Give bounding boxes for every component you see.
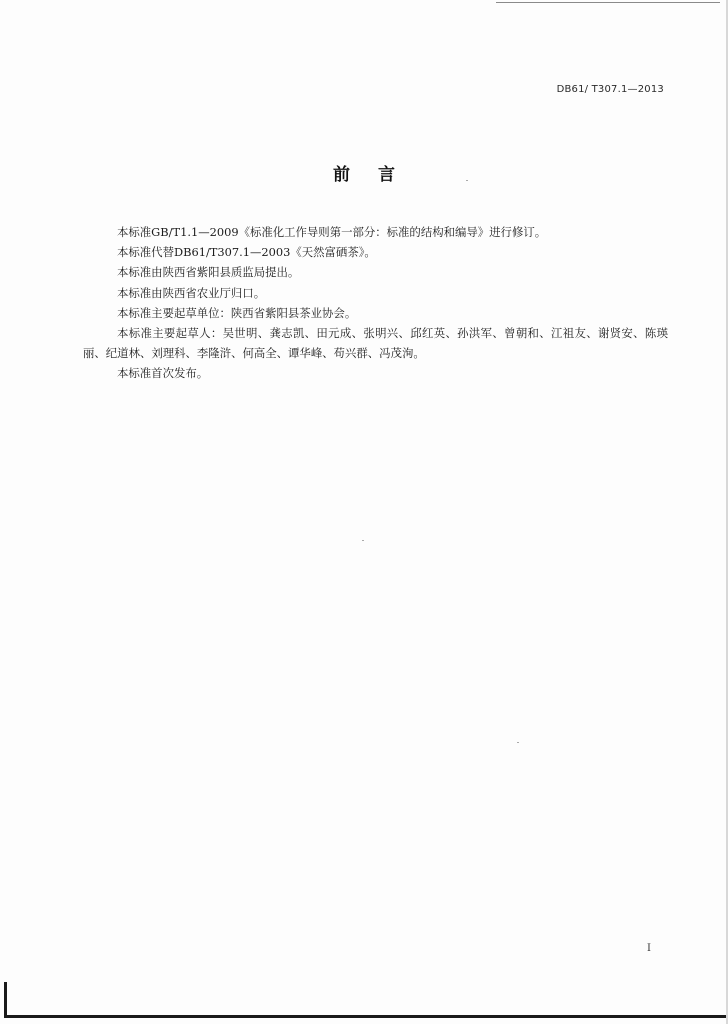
scan-binding-edge-left — [4, 982, 7, 1016]
page-number: I — [647, 943, 651, 954]
paragraph-drafters: 本标准主要起草人：吴世明、龚志凯、田元成、张明兴、邱红英、孙洪军、曾朝和、江祖友、谢贤安、陈瑛丽、纪道林、刘理科、李隆浒、何高全、谭华峰、苟兴群、冯茂洵。 — [83, 326, 668, 361]
scan-binding-edge-bottom — [4, 1015, 728, 1018]
scan-speck — [466, 180, 468, 181]
paragraph-replaces: 本标准代替DB61/T307.1—2003《天然富硒茶》。 — [117, 245, 376, 260]
scan-speck — [517, 742, 519, 743]
standard-code: DB61/ T307.1—2013 — [556, 84, 664, 95]
top-scan-rule — [496, 2, 720, 3]
scan-speck — [362, 540, 364, 541]
paragraph-first-release: 本标准首次发布。 — [117, 366, 209, 381]
preface-body — [83, 222, 668, 384]
page-title: 前言 — [333, 165, 423, 185]
paragraph-centralized-by: 本标准由陕西省农业厅归口。 — [117, 285, 266, 300]
paragraph-proposed-by: 本标准由陕西省紫阳县质监局提出。 — [117, 265, 300, 280]
paragraph-revision-basis: 本标准GB/T1.1—2009《标准化工作导则第一部分：标准的结构和编导》进行修订。 — [117, 225, 547, 239]
paragraph-drafting-unit: 本标准主要起草单位：陕西省紫阳县茶业协会。 — [117, 305, 357, 320]
